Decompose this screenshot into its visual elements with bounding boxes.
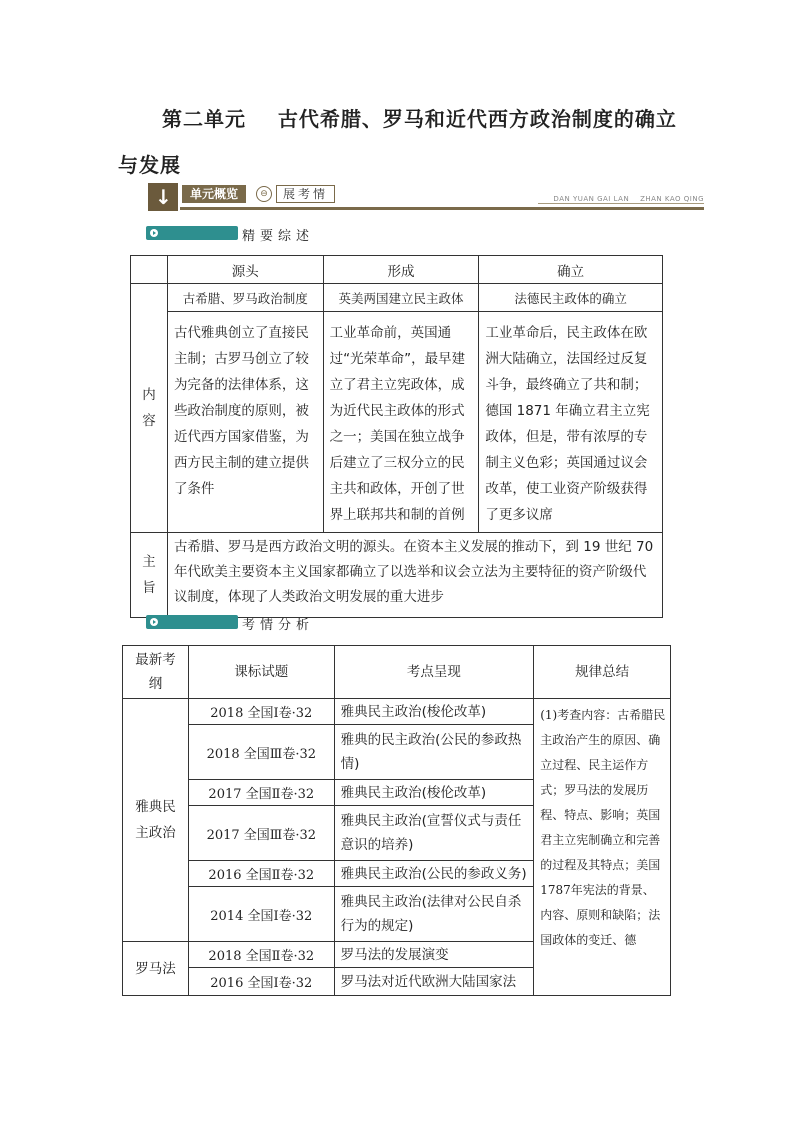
point-cell: 雅典民主政治(公民的参政义务) [334, 861, 534, 887]
exam-cell: 2018 全国Ⅰ卷·32 [188, 699, 334, 725]
point-cell: 罗马法的发展演变 [334, 942, 534, 968]
content-cell-2: 工业革命前，英国通过“光荣革命”，最早建立了君主立宪政体，成为近代民主政体的形式之一；美国在独立战争后建立了三权分立的民主共和政体，开创了世界上联邦共和制的首例 [323, 312, 479, 533]
gist-cell: 古希腊、罗马是西方政治文明的源头。在资本主义发展的推动下，到 19 世纪 70 年代欧美主要资本主义国家都确立了以选举和议会立法为主要特征的资产阶级代议制度，体现了人类政治文明发展的重大进步 [167, 533, 662, 618]
rule-summary-cell: (1)考查内容：古希腊民主政治产生的原因、确立过程、民主运作方式；罗马法的发展历程、特点、影响；英国君主立宪制确立和完善的过程及其特点；美国1787年宪法的背景、内容、原则和缺陷；法国政体的变迁、德 [534, 699, 671, 996]
point-cell: 罗马法对近代欧洲大陆国家法 [334, 968, 534, 996]
point-cell: 雅典民主政治(梭伦改革) [334, 699, 534, 725]
table-row [131, 312, 663, 533]
banner-tab-sub: 展考情 [276, 185, 335, 203]
analysis-table [122, 645, 671, 996]
side-label-gist [131, 533, 168, 618]
point-cell: 雅典民主政治(法律对公民自杀行为的规定) [334, 887, 534, 942]
side-label-text: 内 容 [142, 387, 156, 429]
table-row [131, 284, 663, 312]
subhead-2: 英美两国建立民主政体 [323, 284, 479, 312]
page-title [118, 96, 698, 188]
circle-icon: ⊖ [256, 186, 272, 202]
exam-cell: 2014 全国Ⅰ卷·32 [188, 887, 334, 942]
table-row [131, 256, 663, 284]
header-establishment: 确立 [479, 256, 663, 284]
exam-cell: 2016 全国Ⅰ卷·32 [188, 968, 334, 996]
section-label: 精要综述 [242, 229, 315, 244]
header-formation: 形成 [323, 256, 479, 284]
header-source: 源头 [167, 256, 323, 284]
point-cell: 雅典民主政治(梭伦改革) [334, 780, 534, 806]
banner-english: DAN YUAN GAI LAN ZHAN KAO QING [553, 195, 704, 203]
banner-tab-main: 单元概览 [182, 185, 246, 203]
section-pill [146, 226, 238, 240]
group-athens [123, 699, 189, 942]
subhead-1: 古希腊、罗马政治制度 [167, 284, 323, 312]
point-cell: 雅典民主政治(宣誓仪式与责任意识的培养) [334, 806, 534, 861]
exam-cell: 2018 全国Ⅲ卷·32 [188, 725, 334, 780]
title-line-1: 第二单元 古代希腊、罗马和近代西方政治制度的确立 [162, 107, 677, 131]
section-heading-summary [146, 226, 346, 242]
arrow-down-icon: ↓ [148, 183, 178, 211]
exam-cell: 2017 全国Ⅱ卷·32 [188, 780, 334, 806]
section-pill [146, 615, 238, 629]
header-syllabus [123, 646, 189, 699]
header-text: 最新考纲 [135, 652, 176, 692]
table-row [131, 533, 663, 618]
exam-cell: 2018 全国Ⅱ卷·32 [188, 942, 334, 968]
header-rule: 规律总结 [534, 646, 671, 699]
point-cell: 雅典的民主政治(公民的参政热情) [334, 725, 534, 780]
table-cell-empty [131, 256, 168, 284]
banner-thin-rule [538, 203, 704, 204]
unit-overview-banner [148, 183, 704, 211]
overview-table [130, 255, 663, 618]
side-label-content [131, 284, 168, 533]
side-label-text: 主 旨 [142, 554, 156, 596]
section-heading-analysis [146, 615, 346, 631]
play-icon [150, 618, 158, 626]
header-exam: 课标试题 [188, 646, 334, 699]
banner-rule [180, 207, 704, 210]
section-label: 考情分析 [242, 618, 315, 633]
play-icon [150, 229, 158, 237]
group-roman-law: 罗马法 [123, 942, 189, 996]
title-line-2: 与发展 [118, 153, 181, 177]
subhead-3: 法德民主政体的确立 [479, 284, 663, 312]
exam-cell: 2017 全国Ⅲ卷·32 [188, 806, 334, 861]
table-row [123, 699, 671, 725]
exam-cell: 2016 全国Ⅱ卷·32 [188, 861, 334, 887]
header-point: 考点呈现 [334, 646, 534, 699]
group-name: 雅典民主政治 [135, 799, 176, 841]
content-cell-1: 古代雅典创立了直接民主制；古罗马创立了较为完备的法律体系，这些政治制度的原则，被近代西方国家借鉴，为西方民主制的建立提供了条件 [167, 312, 323, 533]
table-row [123, 646, 671, 699]
content-cell-3: 工业革命后，民主政体在欧洲大陆确立，法国经过反复斗争，最终确立了共和制；德国 1871 年确立君主立宪政体，但是，带有浓厚的专制主义色彩；英国通过议会改革，使工业资产阶级获得了更多议席 [479, 312, 663, 533]
